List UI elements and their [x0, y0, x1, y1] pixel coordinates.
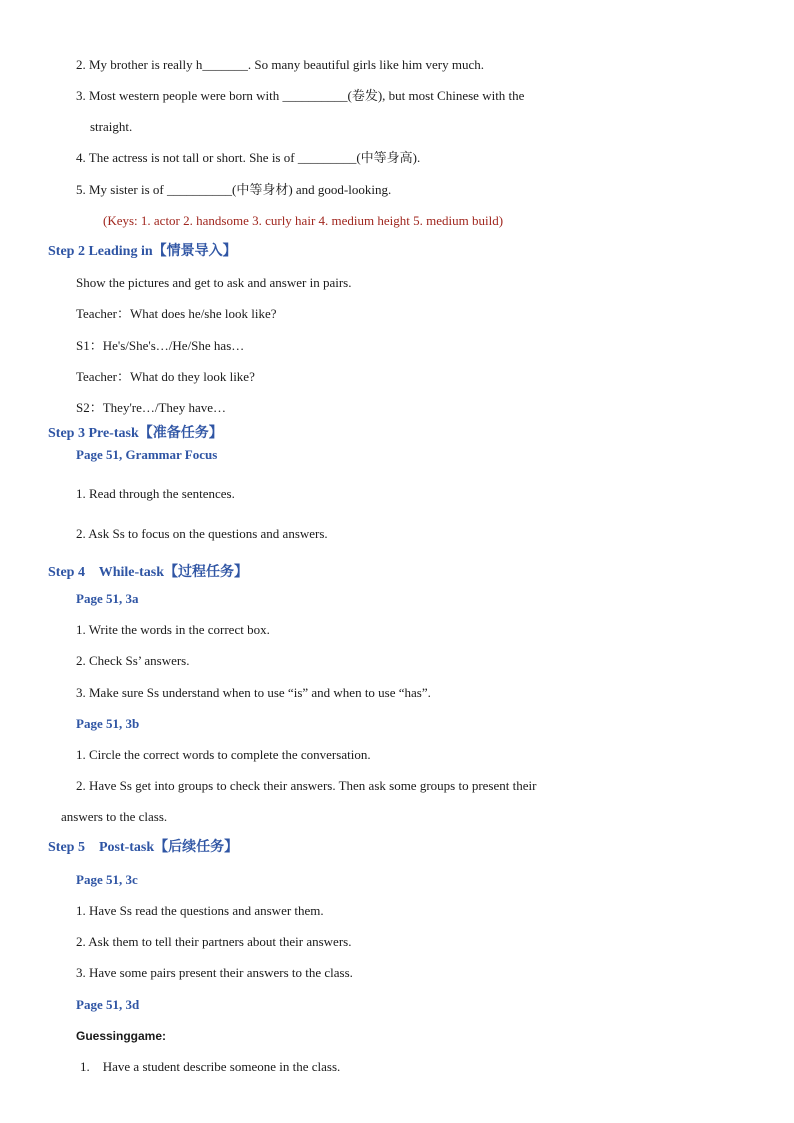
exercise-item-4: 4. The actress is not tall or short. She is of _________(中等身高).	[76, 150, 421, 165]
step-5-3c-line: 2. Ask them to tell their partners about their answers.	[76, 934, 352, 949]
step-2-line: Show the pictures and get to ask and answer in pairs.	[76, 275, 352, 290]
step-5-heading: Step 5 Post-task【后续任务】	[48, 840, 239, 855]
step-4-3b-line-continued: answers to the class.	[61, 809, 168, 824]
step-2-line: S2：They're…/They have…	[76, 400, 226, 415]
step-3-line: 2. Ask Ss to focus on the questions and answers.	[76, 526, 328, 541]
step-4-3b-line: 2. Have Ss get into groups to check their answers. Then ask some groups to present their	[76, 778, 537, 793]
step-2-line: S1：He's/She's…/He/She has…	[76, 338, 245, 353]
answer-keys: (Keys: 1. actor 2. handsome 3. curly hair 4. medium height 5. medium build)	[103, 213, 504, 228]
step-4-3a-line: 3. Make sure Ss understand when to use “is” and when to use “has”.	[76, 685, 431, 700]
step-4-3b-subheading: Page 51, 3b	[76, 716, 140, 731]
step-3-heading: Step 3 Pre-task【准备任务】	[48, 426, 223, 441]
exercise-item-2: 2. My brother is really h_______. So many beautiful girls like him very much.	[76, 57, 484, 72]
step-5-3c-line: 1. Have Ss read the questions and answer them.	[76, 903, 324, 918]
step-2-line: Teacher：What does he/she look like?	[76, 306, 277, 321]
step-5-3c-subheading: Page 51, 3c	[76, 872, 138, 887]
step-3-line: 1. Read through the sentences.	[76, 486, 235, 501]
step-4-3b-line: 1. Circle the correct words to complete the conversation.	[76, 747, 371, 762]
step-2-heading: Step 2 Leading in【情景导入】	[48, 244, 237, 259]
exercise-item-3: 3. Most western people were born with __________(卷发), but most Chinese with the	[76, 88, 525, 103]
step-4-3a-line: 2. Check Ss’ answers.	[76, 653, 190, 668]
step-5-3d-subheading: Page 51, 3d	[76, 997, 140, 1012]
step-4-heading: Step 4 While-task【过程任务】	[48, 565, 249, 580]
step-3-subheading: Page 51, Grammar Focus	[76, 447, 218, 462]
step-5-3d-line: 1. Have a student describe someone in the class.	[80, 1059, 341, 1074]
exercise-item-5: 5. My sister is of __________(中等身材) and good-looking.	[76, 182, 392, 197]
exercise-item-3-continued: straight.	[90, 119, 133, 134]
step-2-line: Teacher：What do they look like?	[76, 369, 255, 384]
step-4-3a-subheading: Page 51, 3a	[76, 591, 139, 606]
guessing-game-label: Guessinggame:	[76, 1029, 167, 1043]
step-5-3c-line: 3. Have some pairs present their answers to the class.	[76, 965, 353, 980]
step-4-3a-line: 1. Write the words in the correct box.	[76, 622, 270, 637]
